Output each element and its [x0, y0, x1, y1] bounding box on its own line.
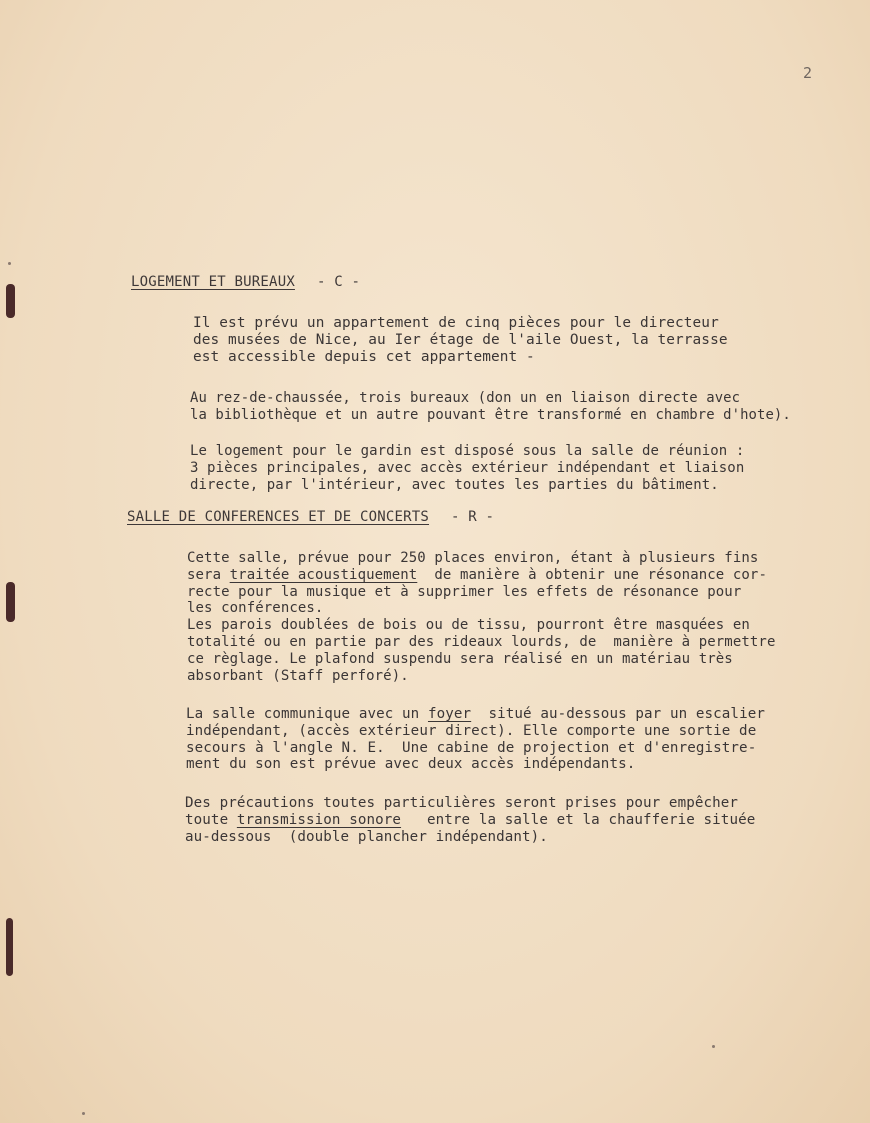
text-line: [187, 567, 775, 584]
section-c-code: - C -: [316, 274, 361, 290]
text-line: [186, 706, 765, 723]
text-line: des musées de Nice, au Ier étage de l'aile Ouest, la terrasse: [193, 331, 728, 348]
text-line: Les parois doublées de bois ou de tissu, pourront être masquées en: [187, 617, 750, 634]
section-r-paragraph-3: [185, 795, 755, 845]
text-segment: La salle communique avec un: [186, 706, 428, 722]
text-segment: situé au-dessous par un escalier: [471, 706, 766, 722]
binding-mark: [6, 582, 15, 622]
paper-speck: [712, 1045, 715, 1048]
underlined-text: transmission sonore: [236, 811, 402, 828]
text-line: recte pour la musique et à supprimer les effets de résonance pour: [187, 583, 742, 600]
text-line: Au rez-de-chaussée, trois bureaux (don un en liaison directe avec: [190, 390, 741, 406]
text-line: Il est prévu un appartement de cinq pièces pour le directeur: [193, 315, 719, 331]
section-c-title: LOGEMENT ET BUREAUX: [131, 274, 295, 290]
section-c-paragraph-2: [190, 390, 791, 424]
text-line: Le logement pour le gardin est disposé sous la salle de réunion :: [190, 443, 745, 459]
binding-mark: [6, 284, 15, 318]
underlined-text: foyer: [427, 706, 472, 722]
text-line: ce règlage. Le plafond suspendu sera réalisé en un matériau très: [187, 650, 733, 667]
section-r-paragraph-2: [186, 706, 765, 773]
paper-speck: [82, 1112, 85, 1115]
text-line: la bibliothèque et un autre pouvant être transformé en chambre d'hote).: [190, 406, 791, 423]
text-line: indépendant, (accès extérieur direct). Elle comporte une sortie de: [186, 722, 757, 739]
text-line: les conférences.: [187, 600, 324, 617]
section-r-title: SALLE DE CONFERENCES ET DE CONCERTS: [127, 509, 430, 525]
text-line: absorbant (Staff perforé).: [187, 667, 409, 684]
text-line: est accessible depuis cet appartement -: [193, 348, 535, 365]
page-number: 2: [803, 64, 813, 82]
text-segment: sera: [187, 566, 230, 583]
underlined-text: traitée acoustiquement: [229, 566, 418, 583]
section-c-paragraph-3: [190, 443, 744, 493]
text-segment: entre la salle et la chaufferie située: [401, 811, 756, 828]
text-line: au-dessous (double plancher indépendant).: [185, 828, 548, 845]
section-r-code: - R -: [451, 509, 495, 525]
section-r-heading: [127, 509, 494, 525]
text-segment: toute: [185, 811, 237, 828]
paper-speck: [8, 262, 11, 265]
text-line: ment du son est prévue avec deux accès indépendants.: [186, 756, 636, 773]
text-line: directe, par l'intérieur, avec toutes les parties du bâtiment.: [190, 476, 719, 493]
text-line: [185, 812, 755, 829]
text-segment: de manière à obtenir une résonance cor-: [417, 566, 767, 583]
section-r-paragraph-1: [187, 550, 775, 684]
text-line: totalité ou en partie par des rideaux lourds, de manière à permettre: [187, 633, 776, 650]
text-line: 3 pièces principales, avec accès extérieur indépendant et liaison: [190, 459, 745, 476]
section-c-heading: [131, 274, 360, 290]
text-line: Cette salle, prévue pour 250 places environ, étant à plusieurs fins: [187, 550, 759, 566]
section-c-paragraph-1: [193, 315, 728, 365]
text-line: Des précautions toutes particulières seront prises pour empêcher: [185, 795, 739, 811]
text-line: secours à l'angle N. E. Une cabine de projection et d'enregistre-: [186, 739, 757, 756]
binding-mark: [6, 918, 13, 976]
